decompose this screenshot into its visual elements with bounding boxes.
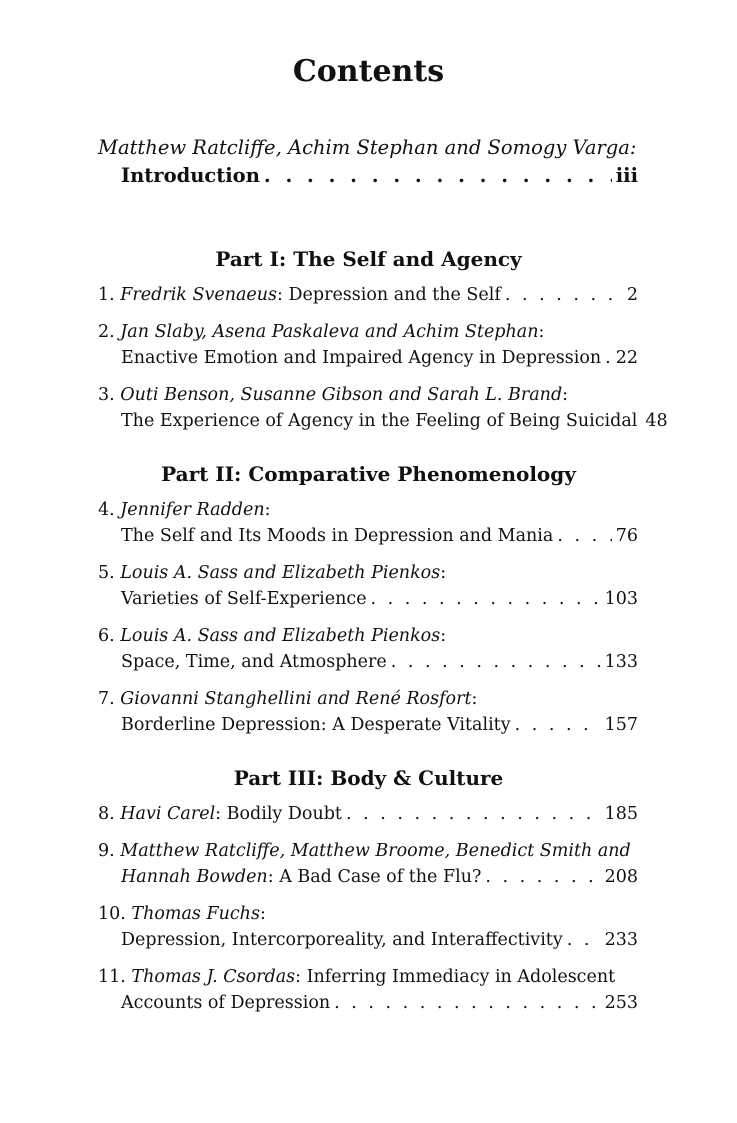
chapter-authors: Louis A. Sass and Elizabeth Pienkos [120,626,441,646]
chapter-authors: Outi Benson, Susanne Gibson and Sarah L. Brand [120,385,563,405]
chapter-page-number: 22 [615,348,638,368]
toc-entry-5-authors: 5. Louis A. Sass and Elizabeth Pienkos : [98,560,638,586]
dot-leader [605,345,612,371]
chapter-authors: Thomas Fuchs [131,904,260,924]
dot-leader [567,927,601,953]
chapter-page-number: 2 [626,285,638,305]
chapter-number: 6. [98,626,115,646]
toc-entry-9[interactable]: Hannah Bowden : A Bad Case of the Flu? . . . 208 [121,864,638,890]
chapter-page-number: 233 [604,930,638,950]
chapter-authors: Fredrik Svenaeus [120,285,278,305]
dot-leader [334,990,600,1016]
chapter-page-number: 208 [604,867,638,887]
page-title: Contents [292,54,445,89]
chapter-authors: Havi Carel [120,804,216,824]
toc-entry-5[interactable] [121,586,638,612]
introduction-authors: Matthew Ratcliffe, Achim Stephan and Somogy Varga: [98,136,637,159]
toc-entry-3-authors: 3. Outi Benson, Susanne Gibson and Sarah L. Brand : [98,382,638,408]
chapter-title: Space, Time, and Atmosphere [121,652,387,672]
introduction-label: Introduction [121,164,260,187]
chapter-title: The Experience of Agency in the Feeling of Being Suicidal [121,411,638,431]
part-heading-3: Part III: Body & Culture [233,766,504,790]
chapter-authors: Louis A. Sass and Elizabeth Pienkos [120,563,441,583]
chapter-title: Bodily Doubt [226,804,342,824]
introduction-page-number: iii [615,164,638,187]
part-heading-1: Part I: The Self and Agency [215,247,522,271]
dot-leader [391,649,601,675]
toc-entry-1[interactable]: 1. Fredrik Svenaeus : Depression and the Self . . . 2 [98,282,638,308]
chapter-number: 9. [98,841,115,861]
chapter-authors-continued: Hannah Bowden [121,867,268,887]
toc-entry-8[interactable]: 8. Havi Carel : Bodily Doubt . . . 185 [98,801,638,827]
toc-entry-10-authors: 10. Thomas Fuchs : [98,901,638,927]
chapter-title: A Bad Case of the Flu? [279,867,482,887]
chapter-number: 8. [98,804,115,824]
chapter-authors: Giovanni Stanghellini and René Rosfort [120,689,472,709]
chapter-number: 4. [98,500,115,520]
chapter-authors: Jennifer Radden [120,500,265,520]
toc-entry-3[interactable] [121,408,668,434]
introduction-entry[interactable] [121,162,638,190]
toc-entry-6-authors: 6. Louis A. Sass and Elizabeth Pienkos : [98,623,638,649]
chapter-number: 2. [98,322,115,342]
chapter-title-continued: Accounts of Depression [121,993,331,1013]
toc-entry-4-authors: 4. Jennifer Radden : [98,497,638,523]
chapter-authors: Thomas J. Csordas [131,967,296,987]
dot-leader [557,523,611,549]
chapter-number: 1. [98,285,115,305]
chapter-page-number: 185 [604,804,638,824]
toc-entry-2-authors: 2. Jan Slaby, Asena Paskaleva and Achim Stephan : [98,319,638,345]
part-heading-2: Part II: Comparative Phenomenology [161,462,576,486]
chapter-number: 11. [98,967,126,987]
chapter-page-number: 157 [604,715,638,735]
toc-entry-11-authors: 11. Thomas J. Csordas : Inferring Immediacy in Adolescent [98,964,638,990]
chapter-number: 7. [98,689,115,709]
toc-entry-2[interactable] [121,345,638,371]
chapter-page-number: 253 [604,993,638,1013]
chapter-page-number: 76 [615,526,638,546]
chapter-title: Inferring Immediacy in Adolescent [306,967,616,987]
toc-entry-6[interactable] [121,649,638,675]
chapter-number: 10. [98,904,126,924]
toc-entry-7-authors: 7. Giovanni Stanghellini and René Rosfort : [98,686,638,712]
toc-entry-9-authors [98,838,638,864]
chapter-title: The Self and Its Moods in Depression and Mania [121,526,554,546]
chapter-title: Depression and the Self [288,285,501,305]
chapter-title: Depression, Intercorporeality, and Interaffectivity [121,930,563,950]
toc-entry-11[interactable] [121,990,638,1016]
dot-leader [515,712,601,738]
chapter-page-number: 133 [604,652,638,672]
chapter-authors: Matthew Ratcliffe, Matthew Broome, Benedict Smith and [120,841,631,861]
chapter-title: Enactive Emotion and Impaired Agency in Depression [121,348,602,368]
chapter-authors: Jan Slaby, Asena Paskaleva and Achim Stephan [120,322,539,342]
dot-leader [264,162,612,190]
dot-leader [505,282,623,308]
toc-entry-10[interactable] [121,927,638,953]
dot-leader [346,801,601,827]
introduction-authors-text: Matthew Ratcliffe, Achim Stephan and Somogy Varga [98,136,630,159]
chapter-number: 3. [98,385,115,405]
chapter-title: Borderline Depression: A Desperate Vitality [121,715,511,735]
dot-leader [371,586,601,612]
chapter-number: 5. [98,563,115,583]
dot-leader [485,864,600,890]
toc-entry-4[interactable] [121,523,638,549]
toc-entry-7[interactable] [121,712,638,738]
chapter-page-number: 103 [604,589,638,609]
chapter-page-number: 48 [645,411,668,431]
chapter-title: Varieties of Self-Experience [121,589,367,609]
